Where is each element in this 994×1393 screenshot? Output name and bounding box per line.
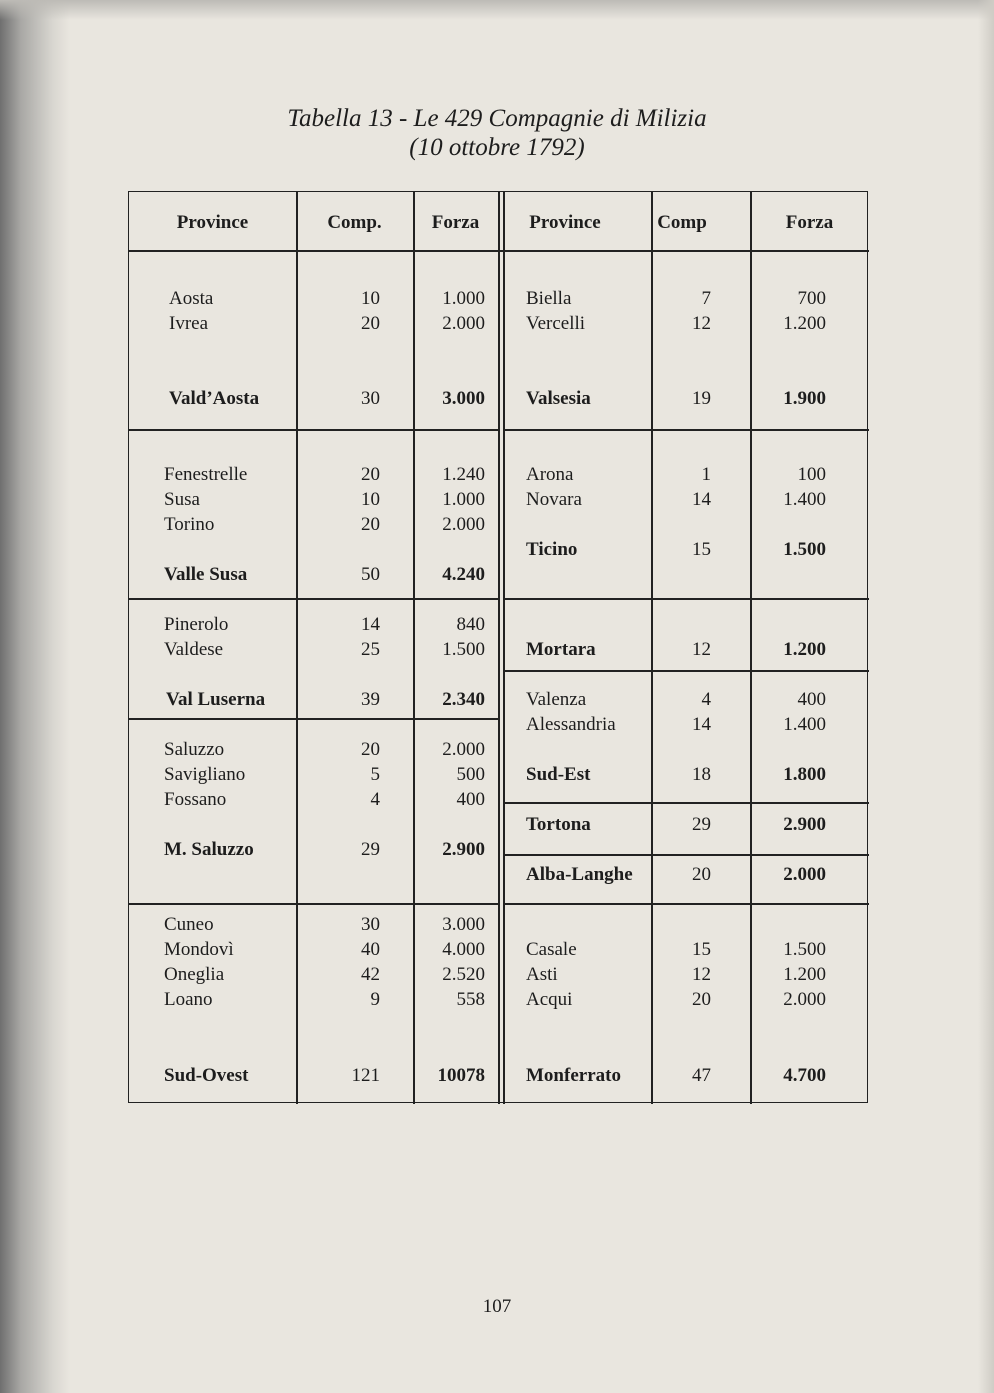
province-comp: 20 [361, 739, 380, 760]
edge-shadow [978, 0, 994, 1393]
province-comp: 20 [361, 313, 380, 334]
caption-line-2: (10 ottobre 1792) [409, 134, 585, 161]
table-caption [0, 104, 994, 162]
group-total-name: Val Luserna [166, 689, 266, 710]
header-comp-right: Comp [657, 212, 707, 233]
group-total-name: M. Saluzzo [164, 839, 254, 860]
province-forza: 1.400 [783, 489, 826, 510]
province-comp: 25 [361, 639, 380, 660]
province-name: Novara [526, 489, 582, 510]
group-total-comp: 29 [361, 839, 380, 860]
group-rule [129, 718, 499, 720]
province-forza: 1.000 [442, 489, 485, 510]
province-comp: 14 [692, 489, 711, 510]
group-total-name: Vald’Aosta [169, 388, 260, 409]
header-rule [129, 250, 869, 252]
province-name: Ivrea [169, 313, 209, 334]
group-total-forza: 2.340 [442, 689, 485, 710]
province-name: Torino [164, 514, 215, 535]
group-total-name: Mortara [526, 639, 596, 660]
province-comp: 20 [361, 464, 380, 485]
province-forza: 2.520 [442, 964, 485, 985]
province-forza: 3.000 [442, 914, 485, 935]
province-comp: 20 [692, 989, 711, 1010]
province-name: Asti [526, 964, 558, 985]
group-total-comp: 47 [692, 1065, 711, 1086]
group-total-forza: 2.900 [442, 839, 485, 860]
province-forza: 840 [456, 614, 485, 635]
province-forza: 4.000 [442, 939, 485, 960]
province-comp: 10 [361, 288, 380, 309]
group-rule [503, 598, 869, 600]
group-total-comp: 12 [692, 639, 711, 660]
province-name: Loano [164, 989, 213, 1010]
group-total-comp: 18 [692, 764, 711, 785]
group-rule [129, 598, 499, 600]
province-forza: 1.400 [783, 714, 826, 735]
province-name: Aosta [169, 288, 214, 309]
province-comp: 12 [692, 964, 711, 985]
province-name: Vercelli [526, 313, 586, 334]
group-total-forza: 1.900 [783, 388, 826, 409]
province-name: Biella [526, 288, 572, 309]
province-name: Fossano [164, 789, 227, 810]
group-rule [503, 903, 869, 905]
group-rule [129, 429, 499, 431]
group-rule [503, 429, 869, 431]
province-comp: 14 [692, 714, 711, 735]
group-total-name: Alba-Langhe [526, 864, 633, 885]
header-forza-right: Forza [785, 212, 834, 233]
province-forza: 400 [797, 689, 826, 710]
group-total-forza: 10078 [437, 1065, 485, 1086]
province-comp: 14 [361, 614, 380, 635]
top-shadow [0, 0, 994, 20]
col-divider [498, 192, 500, 1104]
header-province-right: Province [529, 212, 601, 233]
group-total-forza: 1.200 [783, 639, 826, 660]
province-forza: 1.200 [783, 964, 826, 985]
group-total-name: Sud-Ovest [164, 1065, 249, 1086]
group-total-forza: 4.240 [442, 564, 485, 585]
province-forza: 1.500 [442, 639, 485, 660]
province-name: Mondovì [164, 939, 234, 960]
group-rule [503, 670, 869, 672]
province-name: Oneglia [164, 964, 225, 985]
group-total-name: Sud-Est [526, 764, 591, 785]
caption-line-1: Tabella 13 - Le 429 Compagnie di Milizia [287, 105, 707, 132]
group-total-comp: 29 [692, 814, 711, 835]
group-total-comp: 39 [361, 689, 380, 710]
province-comp: 4 [370, 789, 380, 810]
province-forza: 1.240 [442, 464, 485, 485]
province-name: Alessandria [526, 714, 616, 735]
group-total-comp: 19 [692, 388, 711, 409]
province-comp: 20 [361, 514, 380, 535]
militia-table [128, 191, 868, 1103]
province-comp: 30 [361, 914, 380, 935]
province-forza: 2.000 [442, 514, 485, 535]
group-total-comp: 30 [361, 388, 380, 409]
group-total-forza: 1.800 [783, 764, 826, 785]
group-total-name: Valle Susa [164, 564, 248, 585]
province-name: Pinerolo [164, 614, 229, 635]
province-comp: 9 [370, 989, 380, 1010]
group-total-name: Tortona [526, 814, 591, 835]
group-rule [503, 854, 869, 856]
province-comp: 12 [692, 313, 711, 334]
group-total-comp: 121 [351, 1065, 380, 1086]
province-name: Susa [164, 489, 200, 510]
province-forza: 400 [456, 789, 485, 810]
group-total-name: Valsesia [526, 388, 591, 409]
province-name: Valdese [164, 639, 224, 660]
group-rule [503, 802, 869, 804]
province-comp: 5 [370, 764, 380, 785]
province-forza: 2.000 [783, 989, 826, 1010]
province-forza: 1.000 [442, 288, 485, 309]
group-total-comp: 15 [692, 539, 711, 560]
group-total-forza: 2.000 [783, 864, 826, 885]
header-forza-left: Forza [431, 212, 480, 233]
province-forza: 1.200 [783, 313, 826, 334]
province-name: Fenestrelle [164, 464, 248, 485]
header-province-left: Province [176, 212, 249, 233]
group-rule [129, 903, 499, 905]
province-forza: 2.000 [442, 739, 485, 760]
province-name: Acqui [526, 989, 573, 1010]
province-name: Cuneo [164, 914, 214, 935]
province-forza: 1.500 [783, 939, 826, 960]
province-forza: 2.000 [442, 313, 485, 334]
group-total-forza: 2.900 [783, 814, 826, 835]
province-comp: 42 [361, 964, 380, 985]
binding-shadow [0, 0, 70, 1393]
province-name: Savigliano [164, 764, 246, 785]
province-name: Saluzzo [164, 739, 225, 760]
province-comp: 15 [692, 939, 711, 960]
group-total-name: Ticino [526, 539, 578, 560]
province-comp: 1 [701, 464, 711, 485]
province-comp: 4 [701, 689, 711, 710]
province-forza: 100 [797, 464, 826, 485]
province-forza: 700 [797, 288, 826, 309]
group-total-comp: 20 [692, 864, 711, 885]
group-total-forza: 4.700 [783, 1065, 826, 1086]
province-comp: 10 [361, 489, 380, 510]
group-total-forza: 3.000 [442, 388, 485, 409]
group-total-forza: 1.500 [783, 539, 826, 560]
group-total-comp: 50 [361, 564, 380, 585]
page-number: 107 [482, 1296, 512, 1317]
province-forza: 558 [456, 989, 485, 1010]
col-divider [503, 192, 505, 1104]
group-total-name: Monferrato [526, 1065, 621, 1086]
province-name: Casale [526, 939, 577, 960]
province-comp: 7 [701, 288, 711, 309]
province-comp: 40 [361, 939, 380, 960]
province-name: Valenza [526, 689, 587, 710]
header-comp-left: Comp. [327, 212, 382, 233]
province-forza: 500 [456, 764, 485, 785]
province-name: Arona [526, 464, 574, 485]
